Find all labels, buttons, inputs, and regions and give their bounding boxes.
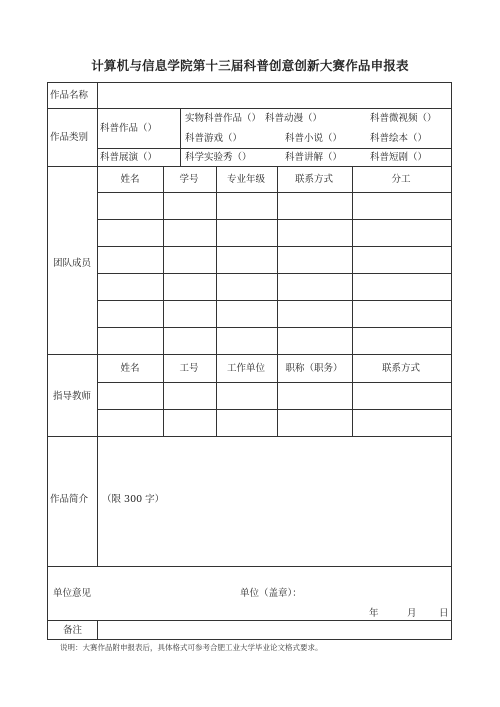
advisor-label: 指导教师 bbox=[53, 391, 92, 402]
team-grid-line bbox=[163, 166, 164, 354]
category-option[interactable]: 科普微视频（） bbox=[370, 113, 437, 124]
teacher-grid-line bbox=[352, 354, 353, 436]
category-grid-line bbox=[97, 148, 452, 149]
team-grid-line bbox=[352, 166, 353, 354]
team-header-role: 分工 bbox=[391, 174, 411, 185]
team-grid-line bbox=[277, 166, 278, 354]
team-grid-line bbox=[97, 246, 452, 247]
category-option[interactable]: 科普绘本（） bbox=[370, 133, 428, 144]
unit-opinion-label: 单位意见 bbox=[53, 588, 92, 599]
teacher-header-title: 职称（职务） bbox=[285, 363, 343, 374]
date-month: 月 bbox=[407, 608, 417, 619]
intro-word-limit: （限 300 字） bbox=[102, 494, 165, 505]
remark-label: 备注 bbox=[63, 625, 83, 636]
date-day: 日 bbox=[439, 608, 449, 619]
category-option[interactable]: 科普短剧（） bbox=[370, 152, 428, 163]
teacher-header-contact: 联系方式 bbox=[381, 363, 421, 374]
team-grid-line bbox=[216, 166, 217, 354]
label-column-divider bbox=[97, 82, 98, 566]
table-border-top bbox=[47, 82, 452, 83]
team-grid-line bbox=[97, 192, 452, 193]
team-grid-line bbox=[97, 327, 452, 328]
teacher-grid-line bbox=[163, 354, 164, 436]
teacher-header-staff-id: 工号 bbox=[179, 363, 199, 374]
category-option[interactable]: 科普作品（） bbox=[100, 123, 158, 134]
row-divider-teacher bbox=[47, 436, 452, 437]
form-title: 计算机与信息学院第十三届科普创意创新大赛作品申报表 bbox=[91, 58, 409, 73]
footnote: 说明：大赛作品附申报表后，具体格式可参考合肥工业大学毕业论文格式要求。 bbox=[60, 643, 323, 652]
row-divider-name bbox=[47, 108, 452, 109]
team-grid-line bbox=[97, 273, 452, 274]
category-option[interactable]: 科普讲解（） bbox=[285, 152, 343, 163]
category-label: 作品类别 bbox=[50, 132, 89, 143]
work-name-field[interactable] bbox=[99, 84, 449, 106]
teacher-grid-line bbox=[216, 354, 217, 436]
row-divider-intro bbox=[47, 566, 452, 567]
team-members-label: 团队成员 bbox=[53, 258, 92, 269]
category-option[interactable]: 科普小说（） bbox=[285, 133, 343, 144]
team-grid-line bbox=[97, 219, 452, 220]
row-divider-category bbox=[47, 166, 452, 167]
team-header-contact: 联系方式 bbox=[294, 174, 334, 185]
teacher-grid-line bbox=[277, 354, 278, 436]
work-name-label: 作品名称 bbox=[50, 90, 89, 101]
team-header-student-id: 学号 bbox=[179, 174, 199, 185]
unit-stamp-label: 单位（盖章）： bbox=[240, 588, 302, 599]
team-grid-line bbox=[97, 300, 452, 301]
teacher-header-workplace: 工作单位 bbox=[226, 363, 266, 374]
teacher-grid-line bbox=[97, 409, 452, 410]
category-option[interactable]: 科学实验秀（） bbox=[185, 152, 252, 163]
row-divider-opinion bbox=[47, 620, 452, 621]
teacher-header-name: 姓名 bbox=[120, 363, 140, 374]
category-option[interactable]: 科普游戏（） bbox=[185, 133, 243, 144]
teacher-grid-line bbox=[97, 382, 452, 383]
team-header-name: 姓名 bbox=[120, 174, 140, 185]
intro-label: 作品简介 bbox=[50, 494, 89, 505]
category-option[interactable]: 科普展演（） bbox=[100, 152, 158, 163]
remark-column-divider bbox=[97, 620, 98, 640]
row-divider-team bbox=[47, 354, 452, 355]
category-option[interactable]: 科普动漫（） bbox=[265, 113, 323, 124]
team-header-major-grade: 专业年级 bbox=[226, 174, 266, 185]
intro-field[interactable] bbox=[99, 438, 449, 564]
remark-field[interactable] bbox=[99, 622, 449, 638]
category-option[interactable]: 实物科普作品（） bbox=[185, 113, 262, 124]
category-grid-line bbox=[180, 108, 181, 166]
table-border-bottom bbox=[47, 639, 452, 640]
application-form-table bbox=[47, 82, 452, 640]
date-year: 年 bbox=[369, 608, 379, 619]
